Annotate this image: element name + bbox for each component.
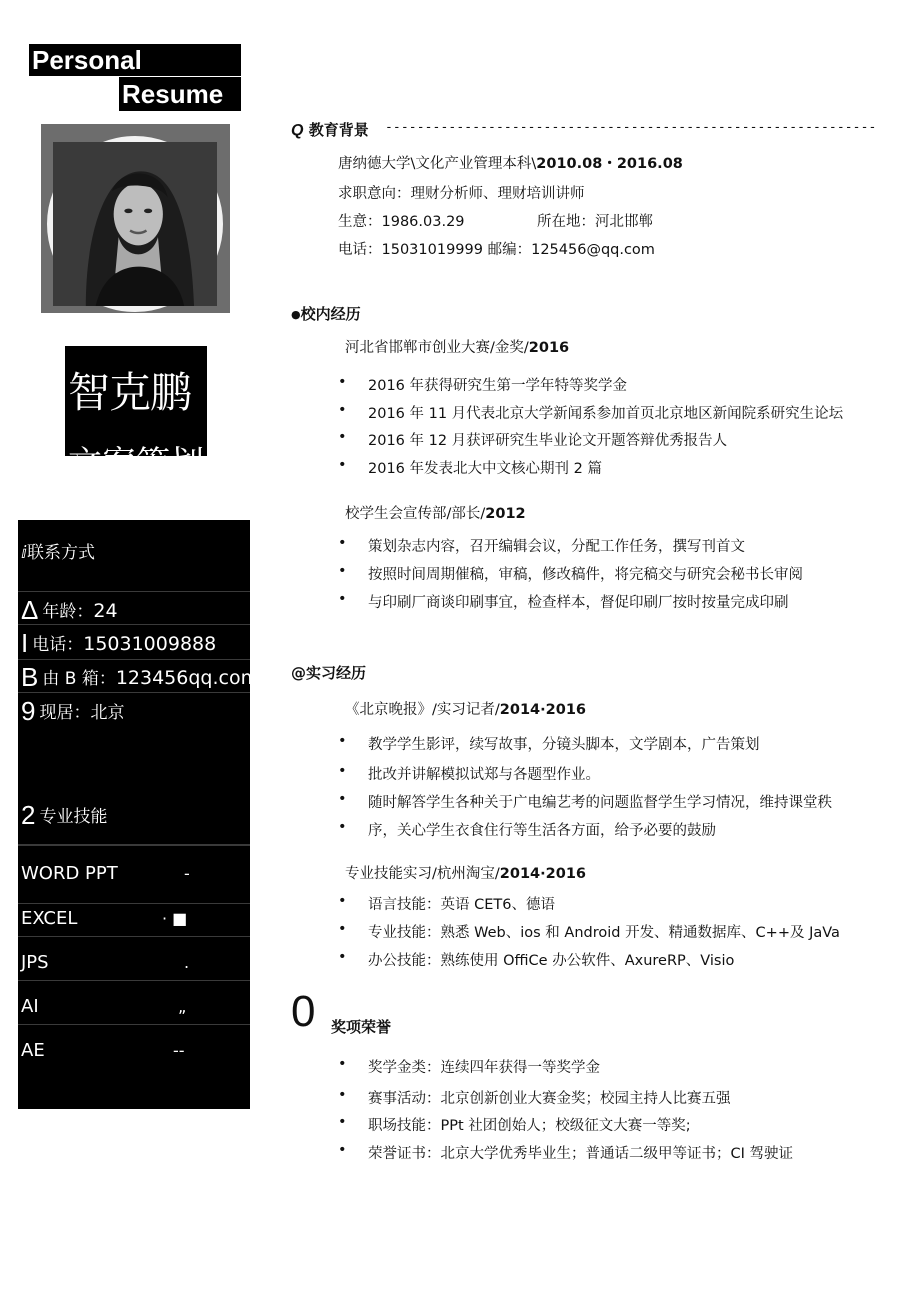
location-icon: 9: [21, 696, 36, 726]
skill-row-excel: [18, 904, 250, 937]
age-value: 24: [93, 600, 118, 622]
contact-row-age: [18, 592, 250, 625]
skill-name: EXCEL: [21, 908, 78, 929]
header-resume: Resume: [119, 77, 241, 111]
name-block: [65, 346, 207, 484]
campus-icon: ●: [291, 308, 301, 321]
skill-name: AE: [21, 1040, 45, 1061]
education-school: 唐纳德大学\文化产业管理本科\2010.08・2016.08: [338, 156, 683, 172]
skill-row-ai: [18, 981, 250, 1025]
education-title-text: 教育背景: [308, 121, 369, 139]
phone-label: 电话：: [32, 635, 84, 655]
profile-photo-frame: [41, 124, 230, 313]
job-title-partial: 文案策划: [68, 444, 204, 484]
contact-row-phone: [18, 625, 250, 660]
age-label: 年龄：: [42, 602, 94, 622]
internship-group-heading: 专业技能实习/杭州淘宝/2014·2016: [345, 866, 587, 882]
contact-title-row: [18, 520, 250, 592]
skills-icon: 2: [21, 800, 36, 830]
age-icon: Δ: [21, 595, 39, 625]
contact-icon: ⅈ: [21, 543, 27, 563]
education-title: [291, 119, 369, 140]
email-label: 由 B 箱：: [42, 669, 116, 689]
skill-level: .: [184, 953, 190, 972]
skills-title: 专业技能: [39, 807, 108, 827]
skill-name: WORD PPT: [21, 863, 118, 884]
education-icon: Q: [291, 122, 304, 139]
profile-photo: [47, 136, 223, 312]
phone-icon: I: [21, 628, 29, 658]
skill-row-word: [18, 846, 250, 904]
education-contact: 电话：15031019999 邮编：125456@qq.com: [338, 242, 655, 258]
campus-group-heading: 校学生会宣传部/部长/2012: [345, 506, 526, 522]
campus-title-text: 校内经历: [300, 305, 361, 323]
education-dates: 2010.08・2016.08: [536, 156, 683, 172]
skill-level: „: [178, 997, 187, 1016]
skill-name: JPS: [21, 952, 49, 973]
education-birth: 生意：1986.03.29: [338, 214, 465, 230]
skill-level: -: [184, 864, 190, 883]
email-value: 123456qq.com: [115, 667, 260, 689]
header-personal: Personal: [29, 44, 241, 76]
portrait-illustration: [53, 142, 217, 306]
internship-group-heading: 《北京晚报》/实习记者/2014·2016: [345, 702, 587, 718]
awards-icon: 0: [291, 987, 316, 1036]
internship-title: @实习经历: [291, 664, 367, 682]
campus-group-heading: 河北省邯郸市创业大赛/金奖/2016: [345, 340, 570, 356]
skills-title-row: [18, 796, 250, 846]
phone-value: 15031009888: [83, 633, 217, 655]
awards-title: 奖项荣誉: [331, 1018, 392, 1036]
contact-row-email: [18, 660, 260, 693]
contact-title: 联系方式: [26, 543, 95, 563]
skill-row-ae: [18, 1025, 250, 1109]
location-label: 现居：北京: [39, 703, 125, 723]
education-divider: --------------------------------------------------------------: [385, 120, 877, 135]
campus-title: [291, 303, 361, 324]
contact-panel: [18, 520, 260, 1109]
skill-row-jps: [18, 937, 250, 981]
skill-level: --: [173, 1041, 185, 1060]
skill-level: · ■: [162, 909, 188, 928]
skill-name: AI: [21, 996, 39, 1017]
person-name: 智克鹏: [68, 368, 192, 417]
education-intent: 求职意向：理财分析师、理财培训讲师: [338, 186, 585, 202]
email-icon: B: [21, 662, 39, 692]
education-location: 所在地：河北邯郸: [537, 214, 653, 230]
